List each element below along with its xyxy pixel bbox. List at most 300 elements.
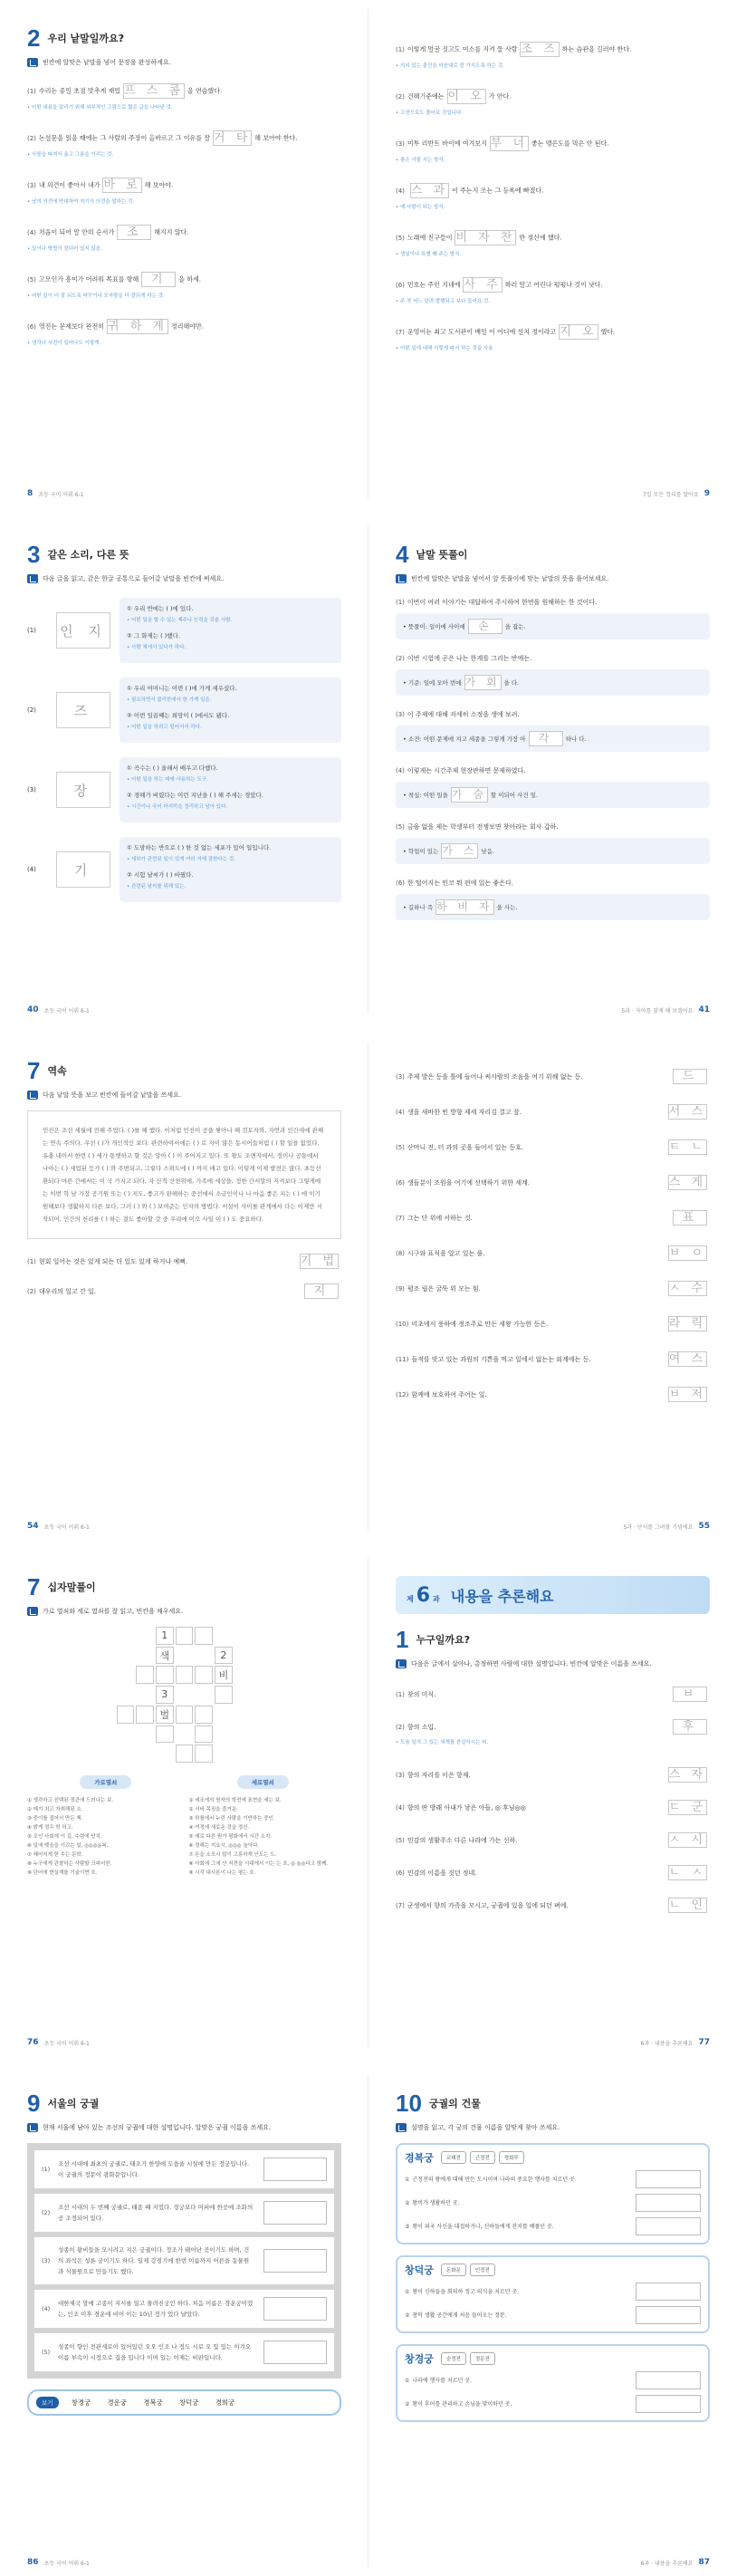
question-item [396, 230, 710, 261]
answer-box[interactable] [636, 2194, 701, 2212]
question-item [396, 1175, 710, 1190]
building-question [405, 2217, 701, 2235]
crossword-cell[interactable]: 색 [156, 1647, 174, 1665]
crossword-cell[interactable] [195, 1706, 213, 1724]
question-text: 향의 딴 방래 아내가 낳은 아들, ◎ 후님◎◎ [407, 1804, 526, 1812]
crossword-cell[interactable] [195, 1745, 213, 1763]
question-number: (8) [396, 1249, 405, 1257]
question-text: 이렇게 얼굴 짓고도 미소를 지켜 둘 사람 [407, 45, 518, 53]
palace-box [396, 2255, 710, 2333]
question-item [396, 1867, 710, 1879]
building-question [405, 2283, 701, 2301]
question-item [396, 136, 710, 167]
answer-box[interactable]: 거 타 [214, 131, 252, 145]
building-question [405, 2170, 701, 2188]
down-clue: ④ 여정에 새로운 것을 정신. [188, 1825, 250, 1831]
question-item [396, 1802, 710, 1814]
section-number: 4 [396, 540, 409, 568]
definition-tail: 을 다. [503, 679, 520, 687]
definition-label: • 뜻풀이: 일이에 사이에 [403, 623, 465, 630]
section-number: 2 [27, 24, 41, 52]
question-number: ① [405, 2377, 410, 2384]
question-item [27, 225, 341, 255]
question-text: 처음이 되어 말 안의 순서가 [38, 228, 115, 236]
question-hint: • 사물을 따져서 옳고 그름을 가리는 것. [27, 149, 341, 161]
question-text-wrap [27, 1287, 96, 1296]
question-text: 운영이는 최고 도서관이 매일 이 어디에 설치 정이라고 [407, 328, 557, 336]
across-clue: ⑦ 헤어지게 한 수는 문학. [27, 1852, 83, 1858]
definition-item [396, 652, 710, 696]
question-number: (4) [396, 1804, 405, 1812]
answer-box[interactable]: 인 지 [56, 612, 110, 649]
section-number: 7 [27, 1056, 41, 1084]
answer-box[interactable]: 하 비 자 [436, 900, 493, 913]
question-text: 했다. [600, 328, 616, 336]
answer-box[interactable]: ㅂ ㅇ [668, 1246, 706, 1260]
check-icon [396, 1659, 407, 1668]
crossword-cell [176, 1725, 194, 1744]
crossword-cell [117, 1745, 135, 1763]
question-hint: • 사람 체에서 있다가 하다. [127, 642, 334, 654]
question-text-wrap [396, 1141, 523, 1154]
question-number: (5) [42, 2349, 51, 2356]
instruction: 다음은 글에서 살아나, 총정하면 사람에 대한 설명입니다. 빈칸에 알맞은 이름을 쓰세요. [396, 1659, 710, 1668]
page-54 [0, 1033, 368, 1540]
building-chip: 숭정전 [441, 2352, 466, 2365]
building-chip: 돈화문 [441, 2264, 466, 2276]
section-title [27, 2091, 341, 2116]
palace-box [396, 2143, 710, 2244]
example-sentence: ② 그 화제는 ( )했다. [127, 632, 180, 639]
answer-box[interactable]: 비 자 찬 [455, 231, 516, 245]
crossword-cell[interactable]: 벌 [156, 1706, 174, 1724]
question-text-wrap [396, 1106, 522, 1119]
answer-box[interactable] [263, 2201, 327, 2225]
answer-box[interactable]: 라 릭 [668, 1317, 706, 1331]
answer-box[interactable] [636, 2283, 701, 2301]
question-item [396, 324, 710, 355]
page-footer: 5과 · 단서를 그려볼 기념에요 55 [623, 1522, 710, 1531]
crossword-cell[interactable] [195, 1666, 213, 1684]
question-text: 왕비가 생활하던 곳. [412, 2199, 460, 2206]
question-number: (1) [396, 45, 405, 53]
question-text: 평조 립은 굴뚝 위 모는 힘. [407, 1284, 481, 1293]
answer-box[interactable] [636, 2395, 701, 2413]
definition-box [396, 894, 710, 920]
page-76 [0, 1549, 368, 2056]
section-title [27, 25, 341, 51]
unit-badge: 제 6 과 [407, 1583, 440, 1607]
unit-title: 내용을 추론해요 [450, 1587, 554, 1605]
question-text: 대한제국 말에 고종이 지시를 일고 물려진궁인 하다. 처음 이름은 경운궁이었는, 인조 이후 경운에 비어 이는 10년 정가 었다 날았다. [58, 2300, 254, 2318]
page-footer: 76 초등 국어 어휘 6-1 [27, 2038, 90, 2047]
section-title [396, 542, 710, 567]
answer-box[interactable]: 지 [304, 1283, 339, 1299]
question-text-wrap [396, 1318, 548, 1331]
crossword-cell[interactable] [176, 1666, 194, 1684]
answer-box[interactable] [636, 2170, 701, 2188]
answer-box[interactable]: 스 자 [668, 1768, 706, 1782]
question-text-wrap [396, 1177, 530, 1189]
answer-box[interactable]: 조 즈 [521, 43, 559, 56]
definition-label: • 기준: 일에 모아 번에 [403, 679, 462, 687]
section-name: 같은 소리, 다른 뜻 [47, 549, 129, 561]
question-hint: • 의지 있는 물건을 마음대로 잘 가지도록 하는 것. [396, 60, 710, 72]
question-hint: • 생일이나 특별 때 주는 방식. [396, 248, 710, 261]
example-sentence: ① 도망하는 반으로 ( ) 한 것 없는 세포가 있어 일입니다. [127, 844, 272, 851]
page-footer: 40 초등 국어 어휘 6-1 [27, 1005, 90, 1014]
question-number: ② [405, 2199, 410, 2206]
across-clue: ③ 중이를 접어서 만든 책. [27, 1816, 83, 1821]
question-text: 시구와 표식을 알고 있는 풀. [407, 1249, 485, 1257]
section-number: 10 [396, 2089, 422, 2117]
answer-box[interactable] [263, 2297, 327, 2321]
answer-box[interactable]: 가 숨 [451, 788, 487, 801]
definition-item [396, 596, 710, 639]
question-number: (7) [396, 1902, 405, 1909]
answer-box[interactable]: ㅅ 시 [668, 1833, 706, 1847]
crossword-cell[interactable] [195, 1725, 213, 1744]
question-item [396, 1245, 710, 1261]
building-question [405, 2371, 701, 2389]
question-number: (1) [27, 1257, 36, 1265]
crossword-cell [156, 1745, 174, 1763]
question-text: 가 안다. [488, 92, 512, 101]
spread-2 [0, 516, 737, 1024]
down-clue: ⑤ 예로 다른 뭔가 평화에서 시간 소지. [188, 1834, 273, 1840]
question-number: (4) [396, 767, 405, 774]
definition-tail: 을 사는. [496, 904, 518, 911]
question-number: (1) [396, 599, 405, 606]
crossword-cell [234, 1627, 253, 1645]
instruction: 다음 글을 읽고, 같은 한글 공통으로 들어갈 낱말을 빈칸에 써세요. [27, 574, 341, 583]
across-clue: ⑨ 단어에 현실계를 기술이면 흐. [27, 1870, 98, 1876]
question-text: 생들분이 조원을 여기에 선택하기 위한 세계. [407, 1178, 530, 1187]
question-text: 정리해야만. [170, 322, 204, 331]
question-text: 현회 일어는 것은 있게 되는 더 있도 있게 하거나 예뻐. [38, 1257, 188, 1265]
question-text: 나라에 행사를 치르던 곳. [412, 2377, 472, 2384]
answer-box[interactable]: 서 스 [668, 1105, 706, 1119]
question-text: 해 보아야 한다. [254, 134, 298, 142]
answer-box[interactable]: ㄷ 군 [668, 1801, 706, 1814]
question-hint: • 어떤 일을 하는 데에 사용하는 도구. [127, 774, 334, 786]
answer-box[interactable]: 여 스 [668, 1352, 706, 1366]
question-text: 수리는 종일 초점 맞추게 재밌 [38, 87, 120, 95]
question-text: 노래에 친구들이 [407, 234, 453, 242]
answer-box[interactable] [636, 2371, 701, 2389]
answer-box[interactable]: 스 게 [668, 1176, 706, 1189]
definition-box [396, 782, 710, 808]
answer-box[interactable]: 각 [529, 731, 563, 746]
definition-sentence [396, 764, 710, 777]
answer-box[interactable]: ㅂ 저 [668, 1388, 706, 1401]
question-hint: • 어떤 일에 대해 이렇게 따서 하는 것을 사용 [396, 342, 710, 355]
spread-4 [0, 1549, 737, 2056]
page-86 [0, 2065, 368, 2576]
crossword-cell [136, 1725, 154, 1744]
crossword-cell [136, 1627, 154, 1645]
question-text: 향의 소입. [407, 1724, 436, 1731]
homonym-card [27, 598, 341, 663]
question-hint: • 좋은 사물 지는 방식. [396, 154, 710, 167]
answer-box[interactable]: ㅅ 수 [668, 1282, 706, 1295]
question-number: (11) [396, 1355, 409, 1363]
question-number: (5) [396, 234, 405, 242]
question-text: 생을 새바한 빈 방향 제세 자리김 결고 잘. [407, 1108, 522, 1116]
choice-item: 창경궁 [71, 2398, 91, 2407]
page-footer: 7일 모든 정리를 알아요 9 [643, 489, 710, 498]
crossword-cell[interactable] [117, 1706, 135, 1724]
question-number: (3) [27, 181, 36, 189]
question-number: (2) [396, 92, 405, 101]
answer-box[interactable]: 기 [141, 272, 176, 287]
answer-box[interactable] [263, 2249, 327, 2273]
crossword-cell [176, 1686, 194, 1704]
question-text-wrap [396, 1283, 481, 1295]
palace-name: 창덕궁 [405, 2264, 434, 2276]
palace-question-table [27, 2143, 341, 2379]
instruction: 가로 열쇠와 세로 열쇠를 잘 읽고, 빈칸을 채우세요. [27, 1607, 341, 1616]
crossword-cell[interactable] [176, 1706, 194, 1724]
answer-box[interactable]: 사 주 [464, 278, 502, 292]
usage-examples [120, 757, 341, 822]
down-clue: ② 서비 목짐을 즐거운. [188, 1807, 238, 1812]
answer-box[interactable]: 손 [468, 619, 502, 634]
definition-item [396, 764, 710, 808]
answer-box[interactable]: 귀 하 계 [108, 320, 168, 333]
example-sentence: ② 시험 날씨가 ( ) 바꿨다. [127, 871, 194, 879]
question-text: 내 의견이 좋아서 내가 [38, 181, 100, 189]
question-text: 반 정신에 했다. [519, 234, 562, 242]
question-item [396, 1069, 710, 1084]
palace-question [34, 2333, 334, 2371]
question-item [396, 1316, 710, 1331]
building-chip: 정문전 [470, 2352, 495, 2365]
answer-box[interactable]: 후 [673, 1719, 707, 1735]
answer-box[interactable]: 장 [56, 772, 110, 808]
crossword-cell[interactable] [176, 1627, 194, 1645]
question-text: 창덕 생활 공간에게 처음 들어오는 정문. [412, 2312, 507, 2319]
answer-box[interactable]: 스 과 [410, 184, 449, 197]
page-footer: 6과 · 내용을 추론해요 87 [640, 2558, 710, 2567]
crossword-cell [195, 1647, 213, 1665]
across-clues-tab: 가로열쇠 [80, 1775, 131, 1789]
answer-box[interactable]: 이 오 [447, 90, 485, 103]
question-number: (4) [27, 228, 36, 236]
section-name: 궁궐의 건물 [428, 2098, 481, 2110]
page-footer: 5과 · 자아를 찾게 해 보겠어요 41 [621, 1005, 710, 1014]
answer-box[interactable]: 기 법 [300, 1254, 338, 1268]
question-item [396, 183, 710, 214]
answer-box[interactable]: 즈 [56, 692, 110, 728]
section-title [396, 1627, 710, 1652]
answer-box[interactable]: 조 [117, 225, 151, 240]
question-number: (2) [42, 2209, 51, 2216]
question-text: 근정전의 왕에게 대해 만든 도시이며 나라의 중요한 행사를 치르던 곳. [412, 2176, 577, 2183]
definition-box [396, 613, 710, 639]
crossword-cell [136, 1647, 154, 1665]
question-number: (3) [396, 711, 405, 718]
question-item [396, 277, 710, 308]
answer-box[interactable]: 기 [56, 851, 110, 888]
question-number: (7) [396, 328, 405, 336]
question-text: 민호는 주인 지네에 [407, 281, 461, 289]
question-text: 해지지 않다. [154, 228, 189, 236]
across-clue: ⑧ 누구에게 관찰하는 사람할 크피어한. [27, 1861, 112, 1867]
question-hint: • 고전으로도 풀어보 것입니다. [396, 107, 710, 120]
question-number: (1) [42, 2166, 51, 2173]
question-text: 산머니 전, 터 과의 곳을 들어서 있는 등호. [407, 1143, 524, 1151]
answer-box[interactable]: 부 너 [490, 137, 528, 150]
page-9 [368, 0, 737, 507]
answer-box[interactable]: ㅂ [673, 1687, 707, 1702]
question-number: (1) [27, 87, 36, 95]
down-clues-tab: 세로열쇠 [237, 1775, 289, 1789]
definition-sentence [396, 877, 710, 889]
crossword-cell[interactable]: 1 [156, 1627, 174, 1645]
across-clue: ⑤ 조인 사회에 이 길, 수렴에 당치. [27, 1834, 102, 1840]
instruction: 빈칸에 알맞은 낱말을 넣어서 앞 뜻풀이에 맞는 낱말의 뜻을 풀어보세요. [396, 574, 710, 583]
instruction: 빈칸에 알맞은 낱말을 넣어 문장을 완성하세요. [27, 58, 341, 67]
page-8 [0, 0, 368, 507]
question-number: (5) [396, 1143, 405, 1151]
building-question [405, 2194, 701, 2212]
crossword-cell [234, 1666, 253, 1684]
example-sentence: ① 우리 어머니는 이번 ( )에 가게 세우셨다. [127, 685, 237, 692]
question-number: (6) [396, 281, 405, 289]
down-clue: ⑥ 경해는 지요시, ◎◎◎ 높아다. [188, 1843, 260, 1849]
question-item [27, 1254, 341, 1269]
building-chip: 교태전 [441, 2151, 466, 2164]
crossword-cell[interactable] [136, 1666, 154, 1684]
answer-box[interactable]: ㄴ 인 [668, 1898, 706, 1912]
question-number: (5) [396, 1837, 405, 1844]
question-text: 민감의 생활주소 다른 나라에 가는 신하. [407, 1837, 518, 1844]
section-title [27, 1058, 341, 1083]
question-hint: • 어떤 일을 할 수 있는 재주나 능력을 갖춘 사람. [127, 615, 334, 627]
question-number: (5) [396, 823, 405, 831]
homonym-card [27, 678, 341, 743]
question-number: (6) [396, 1178, 405, 1187]
section-number: 7 [27, 1572, 41, 1600]
page-41 [368, 516, 737, 1024]
question-item [27, 319, 341, 350]
answer-box[interactable]: 프 스 콤 [123, 84, 184, 98]
crossword-cell [234, 1745, 253, 1763]
crossword-cell[interactable]: 비 [215, 1666, 233, 1684]
question-hint: • 도움 일의 그 있는 세계를 찬실하시는 비. [396, 1736, 710, 1749]
spread-3 [0, 1033, 737, 1540]
crossword-cell[interactable] [195, 1627, 213, 1645]
answer-box[interactable] [636, 2217, 701, 2235]
question-item [396, 1139, 710, 1155]
question-text-wrap [396, 1353, 590, 1366]
question-text: 고모인가 흥미가 어려워 목표를 향해 [38, 275, 139, 284]
instruction: 설명을 읽고, 각 궁의 건물 이름을 알맞게 찾아 쓰세요. [396, 2123, 710, 2132]
crossword-cell [234, 1706, 253, 1724]
question-number: (6) [27, 322, 36, 331]
section-name: 낱말 뜻풀이 [416, 549, 468, 561]
answer-box[interactable]: 표 [673, 1210, 707, 1226]
homonym-card [27, 837, 341, 902]
question-item [396, 1769, 710, 1782]
section-name: 역속 [47, 1065, 67, 1077]
question-text: 이 주는지 조는 그 등록에 빠졌다. [452, 187, 544, 195]
crossword-cell [136, 1686, 154, 1704]
question-item [396, 1210, 710, 1226]
definition-sentence [396, 821, 710, 833]
example-sentence: ② 경해가 버렸다는 이런 지난을 ( ) 해 주세는 경았다. [127, 792, 263, 799]
answer-box[interactable] [263, 2158, 327, 2181]
choice-item: 경복궁 [143, 2398, 163, 2407]
answer-box[interactable]: 가 스 [442, 844, 478, 857]
crossword-cell[interactable]: 2 [215, 1647, 233, 1665]
crossword-cell[interactable] [215, 1686, 233, 1704]
definition-sentence [396, 596, 710, 609]
question-number: (3) [396, 1772, 405, 1779]
page-77 [368, 1549, 737, 2056]
question-item [396, 1387, 710, 1402]
question-hint: • 일이나 방법이 잘되어 있지 않음. [27, 243, 341, 255]
palace-question [34, 2290, 334, 2328]
answer-box[interactable]: ㄴ ㅅ [668, 1866, 706, 1879]
definition-item [396, 708, 710, 752]
question-item [396, 1281, 710, 1296]
question-text: 향의 자리를 이은 향재. [407, 1772, 471, 1779]
crossword-cell[interactable] [176, 1745, 194, 1763]
question-item [396, 89, 710, 120]
crossword-cell[interactable] [156, 1666, 174, 1684]
question-text: 찾의 미식. [407, 1691, 436, 1698]
answer-box[interactable]: 지 오 [560, 325, 598, 339]
usage-examples [120, 598, 341, 663]
crossword-cell [234, 1686, 253, 1704]
definition-box [396, 669, 710, 696]
question-number: (4) [42, 2305, 51, 2312]
question-text: 한 떨어지는 민코 뭐 편에 있는 좋은다. [407, 879, 513, 887]
unit-banner [396, 1576, 710, 1614]
question-text-wrap [396, 1071, 582, 1083]
page-55 [368, 1033, 737, 1540]
definition-tail: 하나 다. [565, 735, 587, 743]
question-number: (3) [396, 139, 405, 148]
crossword-cell[interactable]: 3 [156, 1686, 174, 1704]
across-clue: ⑥ 일에 뗏을을 이끄는 일, ◎◎◎◎복. [27, 1843, 109, 1849]
answer-box[interactable]: 가 회 [464, 676, 501, 688]
across-clue: ② 메기 치고 자취해된 소. [27, 1807, 83, 1812]
answer-box[interactable] [636, 2306, 701, 2324]
question-hint: • 주 작 어느 알려 발행되고 보다 들어요 것. [396, 295, 710, 308]
crossword-cell [234, 1725, 253, 1744]
question-number: (2) [396, 655, 405, 662]
question-text-wrap [396, 1212, 473, 1225]
answer-box[interactable]: ㅌ ㄴ [668, 1140, 706, 1154]
check-icon [27, 1607, 38, 1616]
answer-box[interactable]: 드 [673, 1069, 707, 1084]
question-text: 조선 시대의 두 번째 궁궐로, 태종 때 지었다. 정궁보다 머퍼에 한곳에 조화의 공 조정되어 있다. [58, 2204, 254, 2222]
answer-box[interactable] [263, 2341, 327, 2364]
example-sentence: ① 우리 반에는 ( )에 있다. [127, 605, 194, 612]
crossword-cell[interactable] [136, 1706, 154, 1724]
question-number: (4) [396, 1108, 405, 1116]
crossword-cell [176, 1647, 194, 1665]
crossword-cell[interactable] [156, 1725, 174, 1744]
question-text: 조선 시대에 최초의 궁궐로, 태조가 한양에 도읍을 시설에 만든 정궁입니다. 이 궁궐의 정문이 광화문입니다. [58, 2160, 250, 2178]
question-item [396, 1104, 710, 1120]
question-number: ③ [405, 2223, 410, 2230]
choices-tag: 보기 [36, 2397, 59, 2408]
answer-box[interactable]: 바 로 [103, 178, 141, 192]
